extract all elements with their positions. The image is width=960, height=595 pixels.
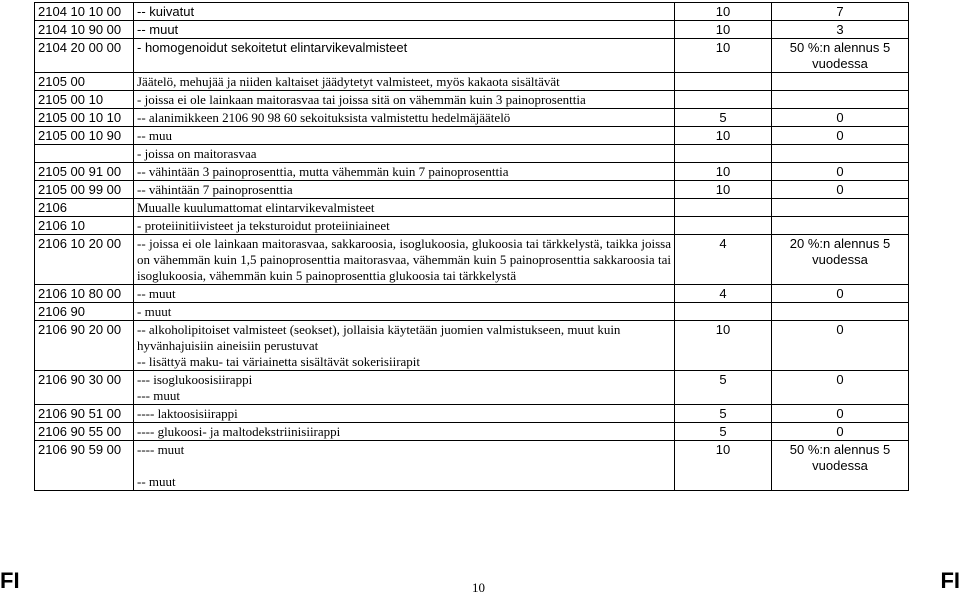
description-cell <box>134 371 675 405</box>
tariff-code-cell: 2106 <box>35 199 134 217</box>
description-line: -- alkoholipitoiset valmisteet (seokset), jollaisia käytetään juomien valmistukseen, muut kuin hyvänhajuisiin aineisiin perustuvat <box>137 322 621 353</box>
table-row <box>35 441 909 491</box>
table-row <box>35 127 909 145</box>
description-line: -- muut <box>137 22 179 37</box>
description-cell <box>134 405 675 423</box>
staging-rate-cell: 50 %:n alennus 5 vuodessa <box>772 39 909 73</box>
staging-rate-cell: 3 <box>772 21 909 39</box>
table-row <box>35 91 909 109</box>
description-cell <box>134 181 675 199</box>
page-number: 10 <box>472 580 485 595</box>
tariff-code-cell: 2106 10 80 00 <box>35 285 134 303</box>
base-rate-cell: 10 <box>675 21 772 39</box>
description-line: -- muut <box>137 474 176 489</box>
table-row <box>35 145 909 163</box>
staging-rate-cell: 0 <box>772 405 909 423</box>
staging-rate-cell: 50 %:n alennus 5 vuodessa <box>772 441 909 491</box>
footer-language-right: FI <box>940 568 960 593</box>
base-rate-cell: 10 <box>675 127 772 145</box>
description-cell <box>134 145 675 163</box>
table-row <box>35 163 909 181</box>
tariff-code-cell: 2105 00 <box>35 73 134 91</box>
description-line: -- joissa ei ole lainkaan maitorasvaa, sakkaroosia, isoglukoosia, glukoosia tai tärkkelystä, taikka joissa on vähemmän kuin 1,5 painoprosenttia maitorasvaa, vähemmän kuin 5 painoprosenttia sakkaroosia tai isoglukoosia, vähemmän kuin 5 painoprosenttia glukoosia tai tärkkelystä <box>137 236 671 283</box>
description-cell <box>134 423 675 441</box>
base-rate-cell: 10 <box>675 39 772 73</box>
table-row <box>35 21 909 39</box>
description-line: Muualle kuulumattomat elintarvikevalmisteet <box>137 200 375 215</box>
description-line: -- muut <box>137 286 176 301</box>
table-row <box>35 235 909 285</box>
tariff-code-cell: 2106 10 20 00 <box>35 235 134 285</box>
description-cell <box>134 109 675 127</box>
base-rate-cell <box>675 217 772 235</box>
description-cell <box>134 39 675 73</box>
footer-language-left: FI <box>0 568 20 593</box>
description-cell <box>134 73 675 91</box>
base-rate-cell: 5 <box>675 423 772 441</box>
staging-rate-cell <box>772 199 909 217</box>
tariff-code-cell: 2106 90 51 00 <box>35 405 134 423</box>
staging-rate-cell <box>772 145 909 163</box>
description-cell <box>134 91 675 109</box>
description-line: ---- muut <box>137 442 185 457</box>
table-row <box>35 181 909 199</box>
base-rate-cell <box>675 91 772 109</box>
staging-rate-cell: 0 <box>772 423 909 441</box>
description-cell <box>134 285 675 303</box>
staging-rate-cell: 0 <box>772 163 909 181</box>
description-line: - joissa on maitorasvaa <box>137 146 257 161</box>
description-cell <box>134 163 675 181</box>
tariff-code-cell: 2106 90 59 00 <box>35 441 134 491</box>
tariff-code-cell <box>35 145 134 163</box>
description-cell <box>134 235 675 285</box>
table-row <box>35 3 909 21</box>
base-rate-cell <box>675 145 772 163</box>
tariff-code-cell: 2106 90 20 00 <box>35 321 134 371</box>
table-row <box>35 199 909 217</box>
description-line: -- lisättyä maku- tai väriainetta sisältävät sokerisiirapit <box>137 354 421 369</box>
base-rate-cell: 5 <box>675 371 772 405</box>
staging-rate-cell: 0 <box>772 109 909 127</box>
description-cell <box>134 127 675 145</box>
description-line: --- isoglukoosisiirappi <box>137 372 253 387</box>
description-cell <box>134 199 675 217</box>
tariff-table <box>34 2 909 491</box>
description-cell <box>134 3 675 21</box>
description-line: - homogenoidut sekoitetut elintarvikevalmisteet <box>137 40 408 55</box>
description-line: - joissa ei ole lainkaan maitorasvaa tai joissa sitä on vähemmän kuin 3 painoprosenttia <box>137 92 586 107</box>
base-rate-cell: 10 <box>675 441 772 491</box>
description-line: ---- glukoosi- ja maltodekstriinisiirappi <box>137 424 341 439</box>
tariff-code-cell: 2106 90 55 00 <box>35 423 134 441</box>
tariff-code-cell: 2106 90 <box>35 303 134 321</box>
base-rate-cell: 4 <box>675 235 772 285</box>
staging-rate-cell: 0 <box>772 321 909 371</box>
base-rate-cell: 10 <box>675 3 772 21</box>
tariff-code-cell: 2105 00 10 10 <box>35 109 134 127</box>
table-row <box>35 109 909 127</box>
table-row <box>35 371 909 405</box>
staging-rate-cell: 20 %:n alennus 5 vuodessa <box>772 235 909 285</box>
staging-rate-cell: 7 <box>772 3 909 21</box>
table-row <box>35 217 909 235</box>
staging-rate-cell: 0 <box>772 285 909 303</box>
tariff-code-cell: 2106 10 <box>35 217 134 235</box>
base-rate-cell <box>675 73 772 91</box>
base-rate-cell: 10 <box>675 321 772 371</box>
description-cell <box>134 321 675 371</box>
table-row <box>35 303 909 321</box>
tariff-code-cell: 2105 00 91 00 <box>35 163 134 181</box>
description-line: -- alanimikkeen 2106 90 98 60 sekoituksista valmistettu hedelmäjäätelö <box>137 110 511 125</box>
tariff-code-cell: 2104 20 00 00 <box>35 39 134 73</box>
description-cell <box>134 303 675 321</box>
description-line: - proteiinitiivisteet ja teksturoidut proteiiniaineet <box>137 218 390 233</box>
description-cell <box>134 21 675 39</box>
tariff-table-body <box>35 3 909 491</box>
base-rate-cell <box>675 303 772 321</box>
staging-rate-cell <box>772 91 909 109</box>
description-line <box>137 458 671 474</box>
table-row <box>35 423 909 441</box>
table-row <box>35 39 909 73</box>
description-line: -- kuivatut <box>137 4 195 19</box>
staging-rate-cell: 0 <box>772 371 909 405</box>
description-line: Jäätelö, mehujää ja niiden kaltaiset jäädytetyt valmisteet, myös kakaota sisältävät <box>137 74 560 89</box>
tariff-code-cell: 2105 00 10 <box>35 91 134 109</box>
description-cell <box>134 217 675 235</box>
description-cell <box>134 441 675 491</box>
description-line: --- muut <box>137 388 180 403</box>
staging-rate-cell: 0 <box>772 181 909 199</box>
base-rate-cell <box>675 199 772 217</box>
description-line: -- vähintään 7 painoprosenttia <box>137 182 293 197</box>
base-rate-cell: 5 <box>675 405 772 423</box>
staging-rate-cell <box>772 217 909 235</box>
base-rate-cell: 5 <box>675 109 772 127</box>
tariff-code-cell: 2104 10 90 00 <box>35 21 134 39</box>
tariff-code-cell: 2105 00 10 90 <box>35 127 134 145</box>
tariff-code-cell: 2106 90 30 00 <box>35 371 134 405</box>
tariff-code-cell: 2105 00 99 00 <box>35 181 134 199</box>
description-line: ---- laktoosisiirappi <box>137 406 238 421</box>
base-rate-cell: 4 <box>675 285 772 303</box>
description-line: -- vähintään 3 painoprosenttia, mutta vähemmän kuin 7 painoprosenttia <box>137 164 509 179</box>
base-rate-cell: 10 <box>675 181 772 199</box>
base-rate-cell: 10 <box>675 163 772 181</box>
table-row <box>35 285 909 303</box>
table-row <box>35 73 909 91</box>
table-row <box>35 321 909 371</box>
staging-rate-cell <box>772 303 909 321</box>
description-line: -- muu <box>137 128 173 143</box>
table-row <box>35 405 909 423</box>
staging-rate-cell: 0 <box>772 127 909 145</box>
description-line: - muut <box>137 304 172 319</box>
tariff-code-cell: 2104 10 10 00 <box>35 3 134 21</box>
staging-rate-cell <box>772 73 909 91</box>
